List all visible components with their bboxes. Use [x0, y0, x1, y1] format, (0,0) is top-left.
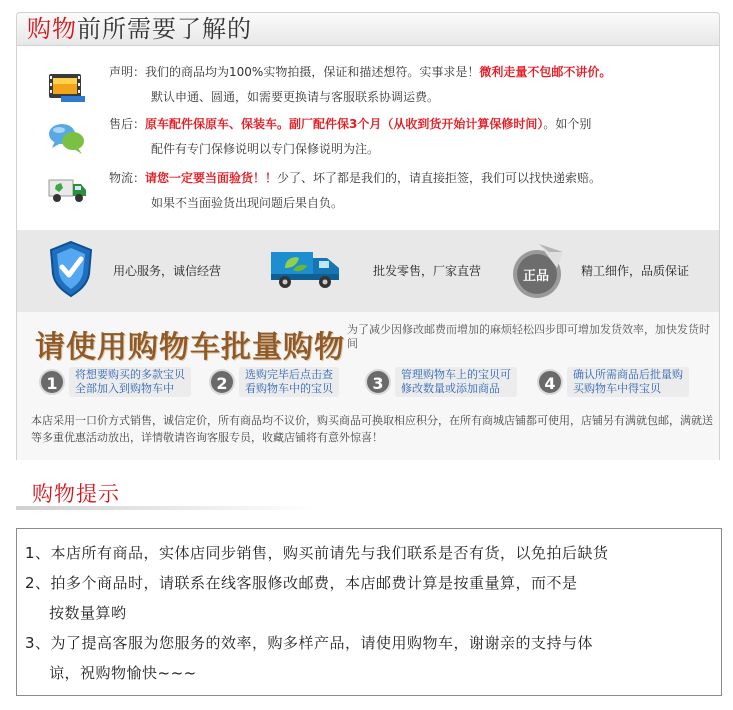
notice-line1-tail: 少了、坏了都是我们的，请直接拒签，我们可以找快递索赔。: [277, 171, 602, 185]
delivery-truck-icon: [47, 172, 87, 212]
cart-note: 为了减少因修改邮费而增加的麻烦轻松四步即可增加发货效率，加快发货时间: [347, 323, 710, 350]
cart-section: [17, 312, 719, 460]
tips-title: 购物提示: [32, 482, 120, 506]
notice-line1: 我们的商品均为100%实物拍摄，保证和描述想符。实事求是！: [145, 65, 480, 79]
step-line1: 管理购物车上的宝贝可: [401, 368, 511, 381]
step-number: 4: [537, 369, 563, 395]
notice-line2: 默认申通、圆通，如需要更换请与客服联系协调运费。: [151, 90, 440, 104]
genuine-seal-label: 正品: [523, 269, 550, 284]
step-line1: 确认所需商品后批量购: [573, 368, 683, 381]
tip-line: 谅，祝购物愉快~~~: [49, 664, 197, 682]
step-line2: 全部加入到购物车中: [75, 382, 174, 395]
badge-text: 精工细作，品质保证: [581, 264, 690, 278]
badge-text: 批发零售，厂家直营: [373, 264, 482, 278]
notice-line1-highlight: 请您一定要当面验货！！: [145, 171, 278, 185]
step-text: [69, 367, 191, 397]
shield-check-icon: [47, 240, 95, 302]
step-text: [567, 367, 689, 397]
step-line2: 修改数量或添加商品: [401, 382, 500, 395]
service-badges: [17, 230, 719, 312]
tip-line: 3、为了提高客服为您服务的效率，购多样产品，请使用购物车，谢谢亲的支持与体: [25, 634, 594, 652]
chat-bubbles-icon: [47, 120, 87, 160]
info-panel: [16, 46, 720, 460]
tip-line: 按数量算哟: [49, 604, 127, 622]
notice-statement: [17, 58, 719, 118]
film-strip-icon: [47, 70, 87, 110]
step-line2: 买购物车中得宝贝: [573, 382, 661, 395]
cart-footer-text: 本店采用一口价方式销售，诚信定价，所有商品均不议价，购买商品可换取相应积分，在所有商城店铺都可使用，店铺另有满就包邮，满就送等多重优惠活动放出，详情敬请咨询客服专员，收藏店铺将有意外惊喜！: [31, 414, 713, 444]
badge-wholesale: [267, 230, 497, 312]
tips-title-divider: [16, 506, 316, 510]
badge-service: [41, 230, 261, 312]
step-number: 1: [39, 369, 65, 395]
notice-line1-highlight: 原车配件保原车、保装车。副厂配件保3个月（从收到货开始计算保修时间）: [145, 117, 544, 131]
notice-label: 声明：: [109, 65, 146, 79]
notice-line1-highlight: 微利走量不包邮不讲价。: [479, 65, 612, 79]
page-title-highlight: 购物: [27, 15, 77, 43]
cart-title: 请使用购物车批量购物: [35, 330, 345, 365]
header-bar: [16, 12, 720, 46]
tip-line: 1、本店所有商品，实体店同步销售，购买前请先与我们联系是否有货，以免拍后缺货: [25, 544, 609, 562]
notice-line1-tail: 。如个别: [543, 117, 592, 131]
notice-line2: 如果不当面验货出现问题后果自负。: [151, 196, 344, 210]
notice-after-sales: [17, 110, 719, 170]
badge-text: 用心服务，诚信经营: [113, 264, 222, 278]
notice-after-sales-text: [109, 112, 711, 162]
step-text: [395, 367, 517, 397]
step-number: 2: [209, 369, 235, 395]
genuine-seal-icon: [509, 238, 569, 302]
notice-logistics: [17, 164, 719, 224]
eco-truck-icon: [267, 244, 343, 294]
badge-genuine: [507, 230, 717, 312]
tip-line: 2、拍多个商品时，请联系在线客服修改邮费，本店邮费计算是按重量算，而不是: [25, 574, 578, 592]
step-text: [239, 367, 339, 397]
step-line1: 将想要购买的多款宝贝: [75, 368, 185, 381]
notice-line2: 配件有专门保修说明以专门保修说明为注。: [151, 142, 380, 156]
page-title-rest: 前所需要了解的: [77, 15, 252, 43]
notice-label: 物流：: [109, 171, 146, 185]
step-number: 3: [365, 369, 391, 395]
tips-box: [16, 528, 722, 696]
step-line1: 选购完毕后点击查: [245, 368, 333, 381]
notice-label: 售后：: [109, 117, 146, 131]
notice-logistics-text: [109, 166, 711, 216]
page-title: [27, 14, 252, 44]
notice-statement-text: [109, 60, 711, 110]
step-line2: 看购物车中的宝贝: [245, 382, 333, 395]
